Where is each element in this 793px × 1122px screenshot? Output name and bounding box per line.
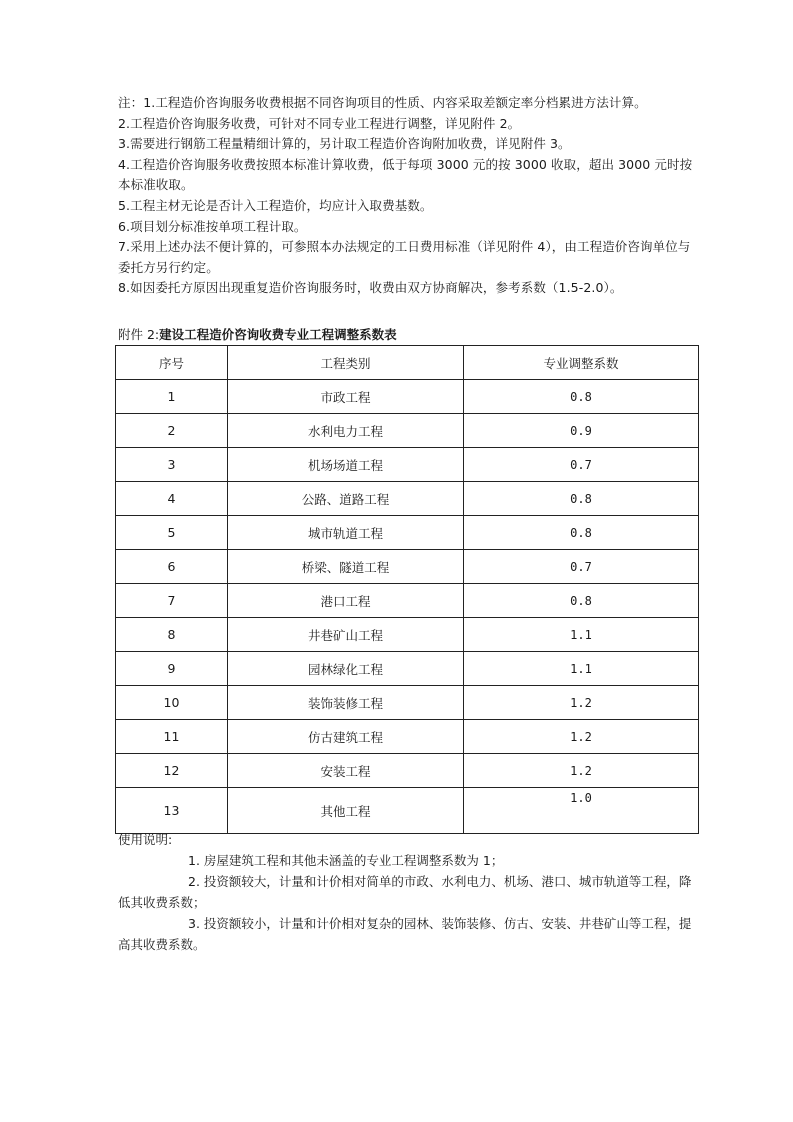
row-index: 1 xyxy=(116,380,228,414)
row-index: 2 xyxy=(116,414,228,448)
note-8: 8.如因委托方原因出现重复造价咨询服务时，收费由双方协商解决，参考系数（1.5-2.0）。 xyxy=(118,280,623,296)
row-index: 4 xyxy=(116,482,228,516)
row-category: 公路、道路工程 xyxy=(228,482,464,516)
row-category: 桥梁、隧道工程 xyxy=(228,550,464,584)
note-2: 2.工程造价咨询服务收费，可针对不同专业工程进行调整，详见附件 2。 xyxy=(118,115,521,131)
row-coefficient: 0.8 xyxy=(464,516,699,550)
row-category: 市政工程 xyxy=(228,380,464,414)
header-coefficient: 专业调整系数 xyxy=(464,346,699,380)
table-row xyxy=(116,448,699,482)
row-coefficient: 1.1 xyxy=(464,618,699,652)
row-index: 3 xyxy=(116,448,228,482)
row-index: 10 xyxy=(116,686,228,720)
row-category: 井巷矿山工程 xyxy=(228,618,464,652)
row-index: 11 xyxy=(116,720,228,754)
table-row xyxy=(116,686,699,720)
row-coefficient: 1.0 xyxy=(464,788,699,834)
header-index: 序号 xyxy=(116,346,228,380)
usage-item-3: 3. 投资额较小，计量和计价相对复杂的园林、装饰装修、仿古、安装、井巷矿山等工程，提高其收费系数。 xyxy=(118,916,692,952)
row-coefficient: 0.8 xyxy=(464,380,699,414)
row-category: 其他工程 xyxy=(228,788,464,834)
table-row xyxy=(116,482,699,516)
row-category: 机场场道工程 xyxy=(228,448,464,482)
row-category: 港口工程 xyxy=(228,584,464,618)
table-row xyxy=(116,618,699,652)
row-category: 城市轨道工程 xyxy=(228,516,464,550)
table-row xyxy=(116,584,699,618)
row-coefficient: 1.2 xyxy=(464,720,699,754)
row-coefficient: 0.8 xyxy=(464,584,699,618)
table-row xyxy=(116,754,699,788)
row-category: 水利电力工程 xyxy=(228,414,464,448)
row-category: 仿古建筑工程 xyxy=(228,720,464,754)
row-category: 安装工程 xyxy=(228,754,464,788)
row-coefficient: 0.7 xyxy=(464,550,699,584)
coefficient-table xyxy=(115,345,699,834)
row-coefficient: 0.7 xyxy=(464,448,699,482)
row-coefficient: 1.2 xyxy=(464,686,699,720)
table-row xyxy=(116,414,699,448)
table-header-row xyxy=(116,346,699,380)
caption-prefix: 附件 2: xyxy=(118,327,160,342)
usage-item-2: 2. 投资额较大，计量和计价相对简单的市政、水利电力、机场、港口、城市轨道等工程，降低其收费系数； xyxy=(118,874,692,910)
row-index: 7 xyxy=(116,584,228,618)
note-7: 7.采用上述办法不便计算的，可参照本办法规定的工日费用标准（详见附件 4），由工程造价咨询单位与委托方另行约定。 xyxy=(118,239,691,275)
row-index: 6 xyxy=(116,550,228,584)
row-coefficient: 1.1 xyxy=(464,652,699,686)
row-category: 装饰装修工程 xyxy=(228,686,464,720)
note-3: 3.需要进行钢筋工程量精细计算的，另计取工程造价咨询附加收费，详见附件 3。 xyxy=(118,136,571,152)
note-5: 5.工程主材无论是否计入工程造价，均应计入取费基数。 xyxy=(118,197,433,213)
row-coefficient: 0.8 xyxy=(464,482,699,516)
table-row xyxy=(116,380,699,414)
caption-title: 建设工程造价咨询收费专业工程调整系数表 xyxy=(159,327,397,342)
usage-section xyxy=(118,829,698,955)
usage-title: 使用说明: xyxy=(118,832,173,847)
note-4: 4.工程造价咨询服务收费按照本标准计算收费，低于每项 3000 元的按 3000 收取，超出 3000 元时按本标准收取。 xyxy=(118,156,693,193)
row-index: 5 xyxy=(116,516,228,550)
row-index: 8 xyxy=(116,618,228,652)
notes-section xyxy=(118,93,698,299)
table-caption xyxy=(118,326,397,344)
table-row xyxy=(116,720,699,754)
note-1: 注：1.工程造价咨询服务收费根据不同咨询项目的性质、内容采取差额定率分档累进方法计算。 xyxy=(118,95,647,110)
note-6: 6.项目划分标准按单项工程计取。 xyxy=(118,218,307,234)
row-index: 12 xyxy=(116,754,228,788)
row-category: 园林绿化工程 xyxy=(228,652,464,686)
usage-item-1: 1. 房屋建筑工程和其他未涵盖的专业工程调整系数为 1； xyxy=(188,853,504,868)
table-row xyxy=(116,550,699,584)
table-row xyxy=(116,516,699,550)
table-row xyxy=(116,788,699,834)
row-coefficient: 1.2 xyxy=(464,754,699,788)
row-index: 13 xyxy=(116,788,228,834)
row-index: 9 xyxy=(116,652,228,686)
row-coefficient: 0.9 xyxy=(464,414,699,448)
table-row xyxy=(116,652,699,686)
header-category: 工程类别 xyxy=(228,346,464,380)
